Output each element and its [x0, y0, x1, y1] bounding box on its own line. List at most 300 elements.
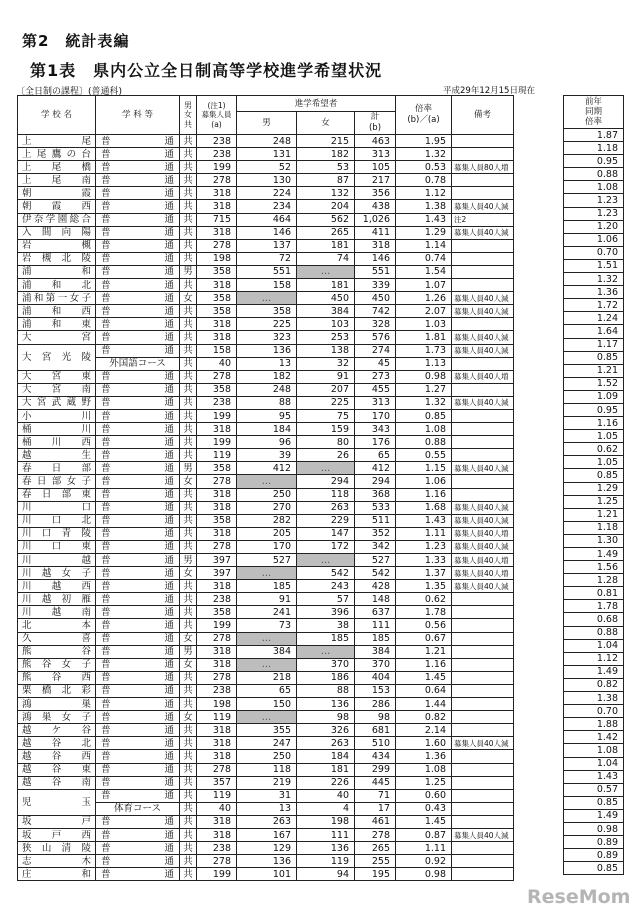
capacity-cell: 119 [197, 449, 237, 462]
school-name-cell: 庄和 [18, 868, 96, 881]
prev-row [564, 731, 624, 744]
ratio-cell: 1.27 [396, 383, 452, 396]
department-cell: 外国語コース [96, 357, 180, 370]
table-row [18, 698, 514, 711]
male-applicants-cell: 355 [237, 724, 297, 737]
ratio-cell: 0.62 [396, 593, 452, 606]
total-applicants-cell: 217 [355, 174, 396, 187]
remarks-cell: 募集人員40人減 [452, 200, 514, 213]
remarks-cell [452, 671, 514, 684]
female-applicants-cell: 542 [297, 567, 355, 580]
ratio-cell: 0.88 [396, 436, 452, 449]
remarks-cell: 募集人員40人減 [452, 514, 514, 527]
ratio-cell: 1.78 [396, 606, 452, 619]
gender-cell: 共 [180, 671, 197, 684]
watermark-text-1: Rese [527, 886, 579, 908]
ratio-cell: 1.60 [396, 737, 452, 750]
capacity-cell: 199 [197, 868, 237, 881]
female-applicants-cell: 263 [297, 501, 355, 514]
ratio-cell: 1.35 [396, 580, 452, 593]
gender-cell: 共 [180, 135, 197, 148]
capacity-cell: 238 [197, 135, 237, 148]
ratio-cell: 0.43 [396, 802, 452, 815]
male-applicants-cell: 270 [237, 501, 297, 514]
total-applicants-cell: 274 [355, 344, 396, 357]
total-applicants-cell: 428 [355, 580, 396, 593]
school-name-cell: 春日部女子 [18, 475, 96, 488]
capacity-cell: 358 [197, 514, 237, 527]
remarks-cell [452, 383, 514, 396]
prev-ratio-cell: 0.70 [564, 246, 624, 259]
gender-cell: 共 [180, 279, 197, 292]
gender-cell: 共 [180, 501, 197, 514]
prev-row [564, 312, 624, 325]
remarks-cell [452, 619, 514, 632]
remarks-cell [452, 449, 514, 462]
male-applicants-cell: 250 [237, 750, 297, 763]
total-applicants-cell: 384 [355, 645, 396, 658]
table-row [18, 567, 514, 580]
male-applicants-cell: 96 [237, 436, 297, 449]
table-row [18, 645, 514, 658]
prev-row [564, 155, 624, 168]
total-applicants-cell: 265 [355, 842, 396, 855]
total-applicants-cell: 299 [355, 763, 396, 776]
female-applicants-cell: 384 [297, 305, 355, 318]
total-applicants-cell: 313 [355, 396, 396, 409]
ratio-cell: 0.85 [396, 409, 452, 422]
table-row [18, 593, 514, 606]
prev-row [564, 521, 624, 534]
department-cell: 普通 [96, 593, 180, 606]
male-applicants-cell: 31 [237, 789, 297, 802]
ratio-cell: 1.32 [396, 396, 452, 409]
table-row [18, 724, 514, 737]
department-cell: 普通 [96, 265, 180, 278]
department-cell: 普通 [96, 828, 180, 841]
remarks-cell [452, 789, 514, 802]
female-applicants-cell: 265 [297, 226, 355, 239]
school-name-cell: 川口東 [18, 540, 96, 553]
gender-cell: 共 [180, 606, 197, 619]
department-cell: 普通 [96, 305, 180, 318]
capacity-cell: 318 [197, 580, 237, 593]
prev-row [564, 403, 624, 416]
female-applicants-cell: 4 [297, 802, 355, 815]
table-row [18, 370, 514, 383]
male-applicants-cell: 205 [237, 527, 297, 540]
department-cell: 普通 [96, 331, 180, 344]
prev-row [564, 534, 624, 547]
male-applicants-cell: 91 [237, 593, 297, 606]
department-cell: 普通 [96, 724, 180, 737]
ratio-cell: 1.11 [396, 527, 452, 540]
prev-ratio-cell: 1.21 [564, 508, 624, 521]
department-cell: 普通 [96, 868, 180, 881]
school-name-cell: 児玉 [18, 789, 96, 815]
remarks-cell [452, 475, 514, 488]
remarks-cell [452, 711, 514, 724]
table-row [18, 383, 514, 396]
prev-ratio-cell: 1.29 [564, 482, 624, 495]
prev-ratio-cell: 1.56 [564, 561, 624, 574]
male-applicants-cell: 384 [237, 645, 297, 658]
gender-cell: 男 [180, 645, 197, 658]
female-applicants-cell: 136 [297, 698, 355, 711]
gender-cell: 女 [180, 567, 197, 580]
gender-cell: 共 [180, 213, 197, 226]
male-applicants-cell: 219 [237, 776, 297, 789]
capacity-cell: 358 [197, 292, 237, 305]
department-cell: 普通 [96, 213, 180, 226]
remarks-cell [452, 855, 514, 868]
department-cell: 普通 [96, 318, 180, 331]
remarks-cell [452, 868, 514, 881]
header-total: 計 (b) [355, 112, 396, 135]
capacity-cell: 397 [197, 554, 237, 567]
table-row [18, 527, 514, 540]
gender-cell: 共 [180, 540, 197, 553]
department-cell: 普通 [96, 501, 180, 514]
table-row [18, 331, 514, 344]
prev-ratio-cell: 0.88 [564, 168, 624, 181]
male-applicants-cell: 167 [237, 828, 297, 841]
gender-cell: 共 [180, 174, 197, 187]
female-applicants-cell: 159 [297, 423, 355, 436]
capacity-cell: 40 [197, 357, 237, 370]
total-applicants-cell: 542 [355, 567, 396, 580]
department-cell: 普通 [96, 226, 180, 239]
total-applicants-cell: 146 [355, 252, 396, 265]
ratio-cell: 1.43 [396, 213, 452, 226]
table-row [18, 462, 514, 475]
total-applicants-cell: 681 [355, 724, 396, 737]
table-row [18, 514, 514, 527]
gender-cell: 共 [180, 619, 197, 632]
gender-cell: 共 [180, 305, 197, 318]
prev-ratio-cell: 1.43 [564, 770, 624, 783]
prev-row [564, 561, 624, 574]
prev-ratio-cell: 1.36 [564, 286, 624, 299]
school-name-cell: 浦和北 [18, 279, 96, 292]
table-row [18, 842, 514, 855]
ratio-cell: 0.74 [396, 252, 452, 265]
remarks-cell [452, 174, 514, 187]
remarks-cell [452, 187, 514, 200]
male-applicants-cell: 551 [237, 265, 297, 278]
school-name-cell: 上尾南 [18, 174, 96, 187]
ratio-cell: 1.16 [396, 488, 452, 501]
school-name-cell: 入間向陽 [18, 226, 96, 239]
school-name-cell: 上尾橋 [18, 161, 96, 174]
total-applicants-cell: 148 [355, 593, 396, 606]
prev-row [564, 718, 624, 731]
remarks-cell: 募集人員40人減 [452, 344, 514, 357]
remarks-cell [452, 606, 514, 619]
gender-cell: 共 [180, 737, 197, 750]
ratio-cell: 1.54 [396, 265, 452, 278]
prev-ratio-cell: 1.64 [564, 325, 624, 338]
table-row [18, 148, 514, 161]
department-cell: 普通 [96, 344, 180, 357]
table-row [18, 187, 514, 200]
ratio-cell: 1.06 [396, 475, 452, 488]
gender-cell: 共 [180, 148, 197, 161]
ratio-cell: 1.44 [396, 698, 452, 711]
total-applicants-cell: 294 [355, 475, 396, 488]
school-name-cell: 熊谷西 [18, 671, 96, 684]
table-row [18, 737, 514, 750]
ratio-cell: 1.43 [396, 514, 452, 527]
female-applicants-cell: 294 [297, 475, 355, 488]
gender-cell: 女 [180, 475, 197, 488]
ratio-cell: 1.14 [396, 239, 452, 252]
table-row [18, 868, 514, 881]
male-applicants-cell: 130 [237, 174, 297, 187]
school-name-cell: 川越初雁 [18, 593, 96, 606]
ratio-cell: 1.73 [396, 344, 452, 357]
gender-cell: 共 [180, 815, 197, 828]
female-applicants-cell: 185 [297, 632, 355, 645]
header-female: 女 [297, 112, 355, 135]
department-cell: 普通 [96, 554, 180, 567]
gender-cell: 共 [180, 527, 197, 540]
table-row [18, 684, 514, 697]
female-applicants-cell: 326 [297, 724, 355, 737]
department-cell: 普通 [96, 737, 180, 750]
male-applicants-cell: 282 [237, 514, 297, 527]
total-applicants-cell: 71 [355, 789, 396, 802]
prev-row [564, 325, 624, 338]
male-applicants-cell: 234 [237, 200, 297, 213]
total-applicants-cell: 742 [355, 305, 396, 318]
prev-row [564, 417, 624, 430]
ratio-cell: 1.45 [396, 671, 452, 684]
department-cell: 普通 [96, 279, 180, 292]
table-row [18, 252, 514, 265]
gender-cell: 共 [180, 161, 197, 174]
gender-cell: 共 [180, 331, 197, 344]
gender-cell: 共 [180, 409, 197, 422]
female-applicants-cell: 32 [297, 357, 355, 370]
female-applicants-cell: 57 [297, 593, 355, 606]
female-applicants-cell: 215 [297, 135, 355, 148]
school-name-cell: 岩槻 [18, 239, 96, 252]
capacity-cell: 278 [197, 671, 237, 684]
male-applicants-cell: 224 [237, 187, 297, 200]
department-cell: 普通 [96, 514, 180, 527]
total-applicants-cell: 412 [355, 462, 396, 475]
male-applicants-cell: 13 [237, 802, 297, 815]
remarks-cell [452, 436, 514, 449]
female-applicants-cell: 562 [297, 213, 355, 226]
gender-cell: 共 [180, 187, 197, 200]
gender-cell: 共 [180, 239, 197, 252]
table-row [18, 855, 514, 868]
male-applicants-cell: 150 [237, 698, 297, 711]
total-applicants-cell: 463 [355, 135, 396, 148]
department-cell: 普通 [96, 200, 180, 213]
capacity-cell: 318 [197, 724, 237, 737]
department-cell: 普通 [96, 436, 180, 449]
remarks-cell [452, 698, 514, 711]
male-applicants-cell: 65 [237, 684, 297, 697]
ratio-cell: 1.68 [396, 501, 452, 514]
prev-row [564, 194, 624, 207]
school-name-cell: 浦和東 [18, 318, 96, 331]
prev-ratio-cell: 0.95 [564, 155, 624, 168]
prev-row [564, 809, 624, 822]
table-row [18, 488, 514, 501]
prev-ratio-cell: 1.17 [564, 338, 624, 351]
table-row [18, 396, 514, 409]
ratio-cell: 1.15 [396, 462, 452, 475]
capacity-cell: 278 [197, 763, 237, 776]
total-applicants-cell: 65 [355, 449, 396, 462]
total-applicants-cell: 111 [355, 619, 396, 632]
remarks-cell: 募集人員40人減 [452, 331, 514, 344]
female-applicants-cell: 87 [297, 174, 355, 187]
remarks-cell [452, 776, 514, 789]
prev-ratio-cell: 1.23 [564, 194, 624, 207]
remarks-cell: 募集人員40人減 [452, 226, 514, 239]
school-name-cell: 大宮南 [18, 383, 96, 396]
prev-ratio-cell: 1.08 [564, 181, 624, 194]
remarks-cell [452, 684, 514, 697]
total-applicants-cell: 185 [355, 632, 396, 645]
remarks-cell [452, 645, 514, 658]
prev-ratio-cell: 1.24 [564, 312, 624, 325]
school-name-cell: 鴻巣女子 [18, 711, 96, 724]
ratio-cell: 1.23 [396, 540, 452, 553]
female-applicants-cell: 111 [297, 828, 355, 841]
total-applicants-cell: 328 [355, 318, 396, 331]
capacity-cell: 358 [197, 462, 237, 475]
capacity-cell: 318 [197, 645, 237, 658]
ratio-cell: 0.82 [396, 711, 452, 724]
table-row [18, 632, 514, 645]
ratio-cell: 1.37 [396, 567, 452, 580]
prev-row [564, 430, 624, 443]
total-applicants-cell: 170 [355, 409, 396, 422]
prev-ratio-cell: 1.49 [564, 809, 624, 822]
ratio-cell: 1.08 [396, 763, 452, 776]
male-applicants-cell: 527 [237, 554, 297, 567]
school-name-cell: 坂戸 [18, 815, 96, 828]
school-name-cell: 大宮 [18, 331, 96, 344]
male-applicants-cell: 131 [237, 148, 297, 161]
ratio-cell: 1.38 [396, 200, 452, 213]
total-applicants-cell: 527 [355, 554, 396, 567]
capacity-cell: 278 [197, 370, 237, 383]
gender-cell: 共 [180, 763, 197, 776]
total-applicants-cell: 313 [355, 148, 396, 161]
table-row [18, 305, 514, 318]
gender-cell: 共 [180, 488, 197, 501]
capacity-cell: 318 [197, 318, 237, 331]
school-name-cell: 浦和西 [18, 305, 96, 318]
total-applicants-cell: 461 [355, 815, 396, 828]
male-applicants-cell: 185 [237, 580, 297, 593]
header-remarks: 備考 [452, 96, 514, 135]
female-applicants-cell: 172 [297, 540, 355, 553]
female-applicants-cell: 229 [297, 514, 355, 527]
school-name-cell: 大宮東 [18, 370, 96, 383]
total-applicants-cell: 637 [355, 606, 396, 619]
gender-cell: 共 [180, 580, 197, 593]
capacity-cell: 318 [197, 279, 237, 292]
department-cell: 普通 [96, 645, 180, 658]
female-applicants-cell: 207 [297, 383, 355, 396]
prev-year-table [563, 95, 624, 875]
school-name-cell: 栗橋北彩 [18, 684, 96, 697]
remarks-cell [452, 252, 514, 265]
gender-cell: 共 [180, 370, 197, 383]
school-name-cell: 朝霞西 [18, 200, 96, 213]
prev-row [564, 639, 624, 652]
female-applicants-cell: 181 [297, 279, 355, 292]
prev-row [564, 207, 624, 220]
department-cell: 普通 [96, 488, 180, 501]
department-cell: 普通 [96, 409, 180, 422]
female-applicants-cell: 184 [297, 750, 355, 763]
prev-row [564, 220, 624, 233]
capacity-cell: 318 [197, 828, 237, 841]
prev-row [564, 456, 624, 469]
capacity-cell: 318 [197, 658, 237, 671]
ratio-cell: 0.56 [396, 619, 452, 632]
total-applicants-cell: 455 [355, 383, 396, 396]
total-applicants-cell: 98 [355, 711, 396, 724]
male-applicants-cell: 225 [237, 318, 297, 331]
department-cell: 普通 [96, 370, 180, 383]
header-applicants: 進学希望者 [237, 96, 396, 112]
male-applicants-cell: 247 [237, 737, 297, 750]
prev-ratio-cell: 1.88 [564, 718, 624, 731]
prev-ratio-cell: 1.21 [564, 364, 624, 377]
ratio-cell: 0.87 [396, 828, 452, 841]
male-applicants-cell: … [237, 567, 297, 580]
ratio-cell: 0.78 [396, 174, 452, 187]
school-name-cell: 越谷西 [18, 750, 96, 763]
prev-ratio-cell: 0.85 [564, 862, 624, 875]
prev-row [564, 626, 624, 639]
school-name-cell: 志木 [18, 855, 96, 868]
capacity-cell: 278 [197, 632, 237, 645]
school-name-cell: 越谷南 [18, 776, 96, 789]
table-row [18, 292, 514, 305]
department-cell: 体育コース [96, 802, 180, 815]
male-applicants-cell: … [237, 658, 297, 671]
department-cell: 普通 [96, 396, 180, 409]
total-applicants-cell: 176 [355, 436, 396, 449]
school-name-cell: 朝霞 [18, 187, 96, 200]
prev-row [564, 862, 624, 875]
total-applicants-cell: 356 [355, 187, 396, 200]
capacity-cell: 358 [197, 265, 237, 278]
table-row [18, 711, 514, 724]
capacity-cell: 318 [197, 737, 237, 750]
prev-ratio-cell: 1.09 [564, 390, 624, 403]
total-applicants-cell: 450 [355, 292, 396, 305]
department-cell: 普通 [96, 776, 180, 789]
female-applicants-cell: 88 [297, 684, 355, 697]
gender-cell: 共 [180, 344, 197, 357]
remarks-cell: 募集人員40人増 [452, 567, 514, 580]
table-row [18, 265, 514, 278]
prev-row [564, 744, 624, 757]
total-applicants-cell: 45 [355, 357, 396, 370]
